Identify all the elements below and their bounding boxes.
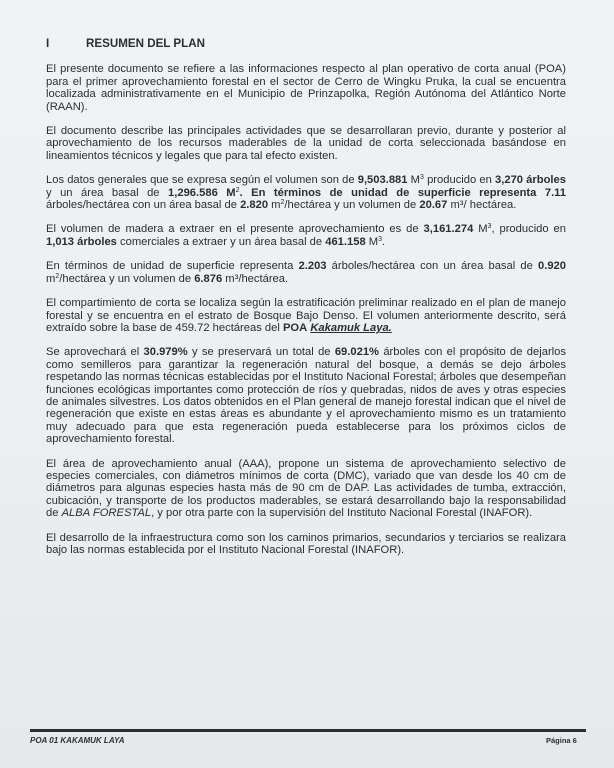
footer-page-number: Página 6 <box>546 736 577 745</box>
section-number: I <box>46 37 50 50</box>
extraction-volume: 3,161.274 <box>423 223 474 236</box>
poa-name: Kakamuk Laya. <box>310 321 392 334</box>
paragraph-annual-area: El área de aprovechamiento anual (AAA), propone un sistema de aprovechamiento selectivo de especies comerciales, con diámetros mínimos de corta (DMC), variado que van desde los 40 cm de diámetros para algunas especies hasta más de 90 cm de DAP. Las actividades de tumba, extracción, cubicación, y transporte de los productos maderables, se estará desarrollando bajo la responsabilidad de ALBA FORESTAL, y por otra parte con la supervisión del Instituto Nacional Forestal (INAFOR). <box>46 457 566 520</box>
footer-rule <box>30 729 586 732</box>
total-volume: 9,503.881 <box>357 174 408 187</box>
poa-label: POA <box>282 321 308 334</box>
paragraph-infrastructure: El desarrollo de la infraestructura como son los caminos primarios, secundarios y terciarios se realizara bajo las normas establecida por el Instituto Nacional Forestal (INAFOR). <box>46 531 566 556</box>
paragraph-harvest-percentages: Se aprovechará el 30.979% y se preservará un total de 69.021% árboles con el propósito de dejarlos como semilleros para garantizar la regeneración natural del bosque, a demás se dejo árboles respetando las normas técnicas establecidas por el Instituto Nacional Forestal; árboles que desempeñan funciones ecológicas importantes como protección de ríos y quebradas, nidos de aves y otras especies de animales silvestres. Los datos obtenidos en el Plan general de manejo forestal indican que el nivel de regeneración que existe en estas áreas es abundante y el aprovechamiento mismo es un tratamiento muy adecuado para que esta regeneración pueda establecerse para los próximos ciclos de aprovechamiento forestal. <box>46 346 566 446</box>
page-content <box>46 36 566 568</box>
company-name: ALBA FORESTAL <box>61 507 152 520</box>
paragraph-compartment: El compartimiento de corta se localiza según la estratificación preliminar realizado en el plan de manejo forestal y se encuentra en el estrato de Bosque Bajo Denso. El volumen anteriormente descrito, será extraído sobre la base de 459.72 hectáreas del POA Kakamuk Laya. <box>46 297 566 334</box>
section-heading <box>46 38 566 50</box>
paragraph-intro: El presente documento se refiere a las informaciones respecto al plan operativo de corta anual (POA) para el primer aprovechamiento forestal en el sector de Cerro de Wingku Pruka, la cual se encuentra localizada administrativamente en el Municipio de Prinzapolka, Región Autónoma del Atlántico Norte (RAAN). <box>46 63 566 113</box>
total-trees: 3,270 árboles <box>495 174 566 187</box>
harvest-percent: 30.979% <box>143 346 188 359</box>
extraction-trees: 1,013 árboles <box>46 235 117 248</box>
paragraph-activities: El documento describe las principales actividades que se desarrollaran previo, durante y posterior al aprovechamiento de los recursos maderables de la unidad de corta seleccionada basándose en lineamientos técnicos y legales que para tal efecto existen. <box>46 125 566 162</box>
paragraph-surface-unit: En términos de unidad de superficie representa 2.203 árboles/hectárea con un área basal de 0.920 $m^2$/hectárea y un volumen de 6.876 m³/hectárea. <box>46 260 566 285</box>
paragraph-extraction-volume: El volumen de madera a extraer en el presente aprovechamiento es de 3,161.274 $M^3$, producido en 1,013 árboles comerciales a extraer y un área basal de 461.158 $M^3$. <box>46 223 566 248</box>
paragraph-general-data: Los datos generales que se expresa según el volumen son de 9,503.881 $M^3$ producido en 3,270 árboles y un área basal de 1,296.586 $M^2$. En términos de unidad de superficie representa 7.11 árboles/hectárea con un área basal de 2.820 $m^2$/hectárea y un volumen de 20.67 m³/ hectárea. <box>46 174 566 212</box>
footer-document-title: POA 01 KAKAMUK LAYA <box>30 736 125 745</box>
total-basal-area: 1,296.586 <box>168 186 218 199</box>
section-title: RESUMEN DEL PLAN <box>86 37 205 50</box>
preserve-percent: 69.021% <box>334 346 379 359</box>
extraction-basal-area: 461.158 <box>325 235 366 248</box>
